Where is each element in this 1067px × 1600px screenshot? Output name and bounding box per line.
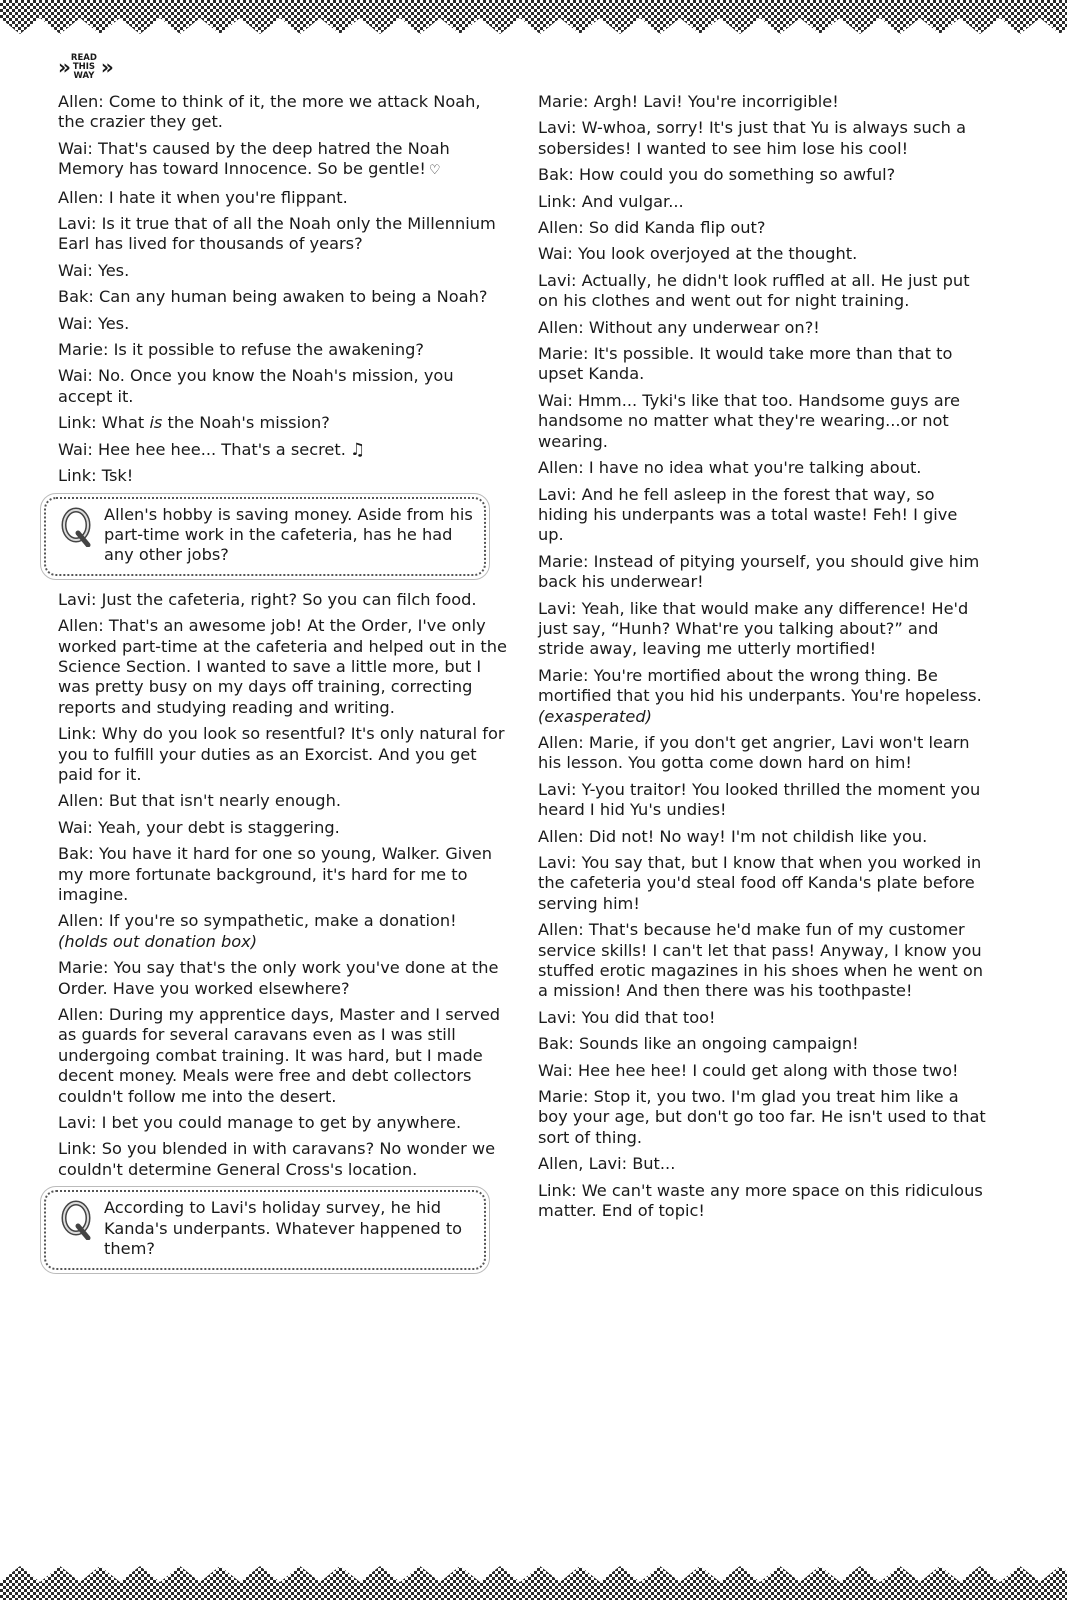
- question-text: Allen's hobby is saving money. Aside from his part-time work in the cafeteria, has he had any other jobs?: [104, 504, 473, 565]
- dialogue-line: Marie: Stop it, you two. I'm glad you treat him like a boy your age, but don't go too far. He isn't used to that sort of thing.: [538, 1087, 986, 1147]
- dialogue-line: Link: So you blended in with caravans? No wonder we couldn't determine General Cross's location.: [58, 1139, 496, 1179]
- dialogue-line: Bak: You have it hard for one so young, Walker. Given my more fortunate background, it's hard for me to imagine.: [58, 844, 493, 904]
- stage-direction: (exasperated): [538, 706, 652, 726]
- dialogue-line: Link: And vulgar...: [538, 191, 684, 211]
- top-decorative-border: [0, 0, 1067, 38]
- dialogue-line: Allen: I hate it when you're flippant.: [58, 187, 348, 207]
- question-q-icon: [60, 507, 92, 547]
- dialogue-line: Lavi: W-whoa, sorry! It's just that Yu is always such a sobersides! I wanted to see him lose his cool!: [538, 118, 967, 158]
- dialogue-line: Allen: Without any underwear on?!: [538, 317, 820, 337]
- dialogue-line: [58, 440, 508, 460]
- right-column: [538, 92, 988, 1228]
- double-chevron-right-icon: »: [100, 55, 108, 79]
- dialogue-line: Wai: Hee hee hee! I could get along with those two!: [538, 1060, 959, 1080]
- dialogue-line: Lavi: Is it true that of all the Noah only the Millennium Earl has lived for thousands of years?: [58, 214, 496, 254]
- dialogue-line: Lavi: And he fell asleep in the forest that way, so hiding his underpants was a total waste! Feh! I give up.: [538, 484, 958, 545]
- reader-question-box: [44, 1190, 486, 1269]
- dialogue-line: Allen: So did Kanda flip out?: [538, 218, 766, 238]
- stage-direction: (holds out donation box): [58, 931, 258, 951]
- dialogue-line: Marie: Is it possible to refuse the awakening?: [58, 340, 424, 360]
- dialogue-text: Wai: Hee hee hee... That's a secret.: [58, 439, 346, 459]
- dialogue-line: Lavi: Yeah, like that would make any difference! He'd just say, “Hunh? What're you talking about?” and stride away, leaving me utterly mortified!: [538, 598, 969, 659]
- reader-question-box: [44, 497, 486, 576]
- dialogue-text: Link: What: [58, 413, 150, 433]
- dialogue-text: Allen: If you're so sympathetic, make a donation!: [58, 911, 457, 931]
- dialogue-line: Bak: How could you do something so awful?: [538, 165, 896, 185]
- read-this-way-label: [71, 54, 97, 81]
- dialogue-text: the Noah's mission?: [162, 413, 330, 433]
- dialogue-line: Marie: It's possible. It would take more than that to upset Kanda.: [538, 344, 953, 384]
- dialogue-line: Lavi: You say that, but I know that when you worked in the cafeteria you'd steal food off Kanda's plate before serving him!: [538, 853, 982, 913]
- dialogue-line: Allen: I have no idea what you're talking about.: [538, 458, 922, 478]
- dialogue-line: Link: We can't waste any more space on this ridiculous matter. End of topic!: [538, 1180, 983, 1221]
- dialogue-line: Wai: Yes.: [58, 313, 130, 333]
- dialogue-line: Wai: No. Once you know the Noah's mission, you accept it.: [58, 366, 454, 406]
- dialogue-line: Bak: Can any human being awaken to being a Noah?: [58, 287, 488, 307]
- dialogue-line: [58, 413, 508, 433]
- dialogue-line: Link: Why do you look so resentful? It's only natural for you to fulfill your duties as an Exorcist. And you get paid for it.: [58, 724, 505, 784]
- dialogue-line: Lavi: I bet you could manage to get by anywhere.: [58, 1113, 462, 1133]
- music-note-icon: ♫: [349, 439, 366, 460]
- dialogue-line: Wai: You look overjoyed at the thought.: [538, 244, 858, 264]
- bottom-decorative-border: [0, 1562, 1067, 1600]
- emphasis-text: is: [149, 413, 163, 433]
- question-text: According to Lavi's holiday survey, he hid Kanda's underpants. Whatever happened to them?: [104, 1198, 463, 1259]
- dialogue-text: Wai: That's caused by the deep hatred the Noah Memory has toward Innocence. So be gentle!: [58, 138, 450, 179]
- dialogue-line: Allen: But that isn't nearly enough.: [58, 791, 341, 811]
- dialogue-line: Lavi: Actually, he didn't look ruffled at all. He just put on his clothes and went out for night training.: [538, 270, 970, 311]
- dialogue-line: Bak: Sounds like an ongoing campaign!: [538, 1034, 859, 1054]
- dialogue-line: Wai: Yeah, your debt is staggering.: [58, 817, 340, 837]
- way-word: WAY: [73, 70, 95, 81]
- dialogue-line: [58, 911, 508, 952]
- dialogue-line: Allen: That's an awesome job! At the Order, I've only worked part-time at the cafeteria and helped out in the Science Section. I wanted to save a little more, but I was pretty busy on my days off training, correcting reports and studying reading and writing.: [58, 616, 507, 717]
- dialogue-line: Allen: Come to think of it, the more we attack Noah, the crazier they get.: [58, 92, 481, 132]
- dialogue-line: Marie: You say that's the only work you've done at the Order. Have you worked elsewhere?: [58, 958, 499, 998]
- question-q-icon: [60, 1200, 92, 1240]
- this-word: THIS: [72, 61, 96, 72]
- read-word: READ: [70, 52, 97, 63]
- dialogue-line: Wai: Yes.: [58, 260, 130, 280]
- left-column: [58, 92, 508, 1284]
- heart-icon: ♡: [428, 163, 441, 179]
- dialogue-text: Marie: You're mortified about the wrong thing. Be mortified that you hid his underpants. You're hopeless.: [538, 665, 982, 706]
- dialogue-line: Allen, Lavi: But...: [538, 1154, 676, 1174]
- dialogue-line: Allen: That's because he'd make fun of my customer service skills! I can't let that pass! Anyway, I know you stuffed erotic magazines in his shoes when he went on a mission! And then there was his toothpaste!: [538, 920, 984, 1001]
- bottom-zigzag-edge: [0, 1562, 1067, 1582]
- dialogue-line: Allen: During my apprentice days, Master and I served as guards for several caravans even as I was still undergoing combat training. It was hard, but I made decent money. Meals were free and debt collectors couldn't follow me into the desert.: [58, 1005, 501, 1106]
- dialogue-line: Link: Tsk!: [58, 466, 134, 486]
- read-this-way-badge: [58, 50, 108, 84]
- dialogue-line: Allen: Marie, if you don't get angrier, Lavi won't learn his lesson. You gotta come down hard on him!: [538, 732, 970, 773]
- dialogue-line: Wai: Hmm... Tyki's like that too. Handsome guys are handsome no matter what they're wearing...or not wearing.: [538, 390, 960, 451]
- dialogue-line: Allen: Did not! No way! I'm not childish like you.: [538, 826, 928, 846]
- dialogue-line: Marie: Instead of pitying yourself, you should give him back his underwear!: [538, 551, 980, 592]
- top-zigzag-edge: [0, 18, 1067, 38]
- dialogue-line: Lavi: Just the cafeteria, right? So you can filch food.: [58, 589, 477, 609]
- dialogue-line: Lavi: You did that too!: [538, 1007, 716, 1027]
- dialogue-line: Marie: Argh! Lavi! You're incorrigible!: [538, 92, 839, 111]
- dialogue-line: Lavi: Y-you traitor! You looked thrilled the moment you heard I hid Yu's undies!: [538, 779, 981, 820]
- dialogue-line: [538, 666, 988, 727]
- double-chevron-left-icon: »: [58, 55, 65, 79]
- dialogue-line: [58, 139, 508, 182]
